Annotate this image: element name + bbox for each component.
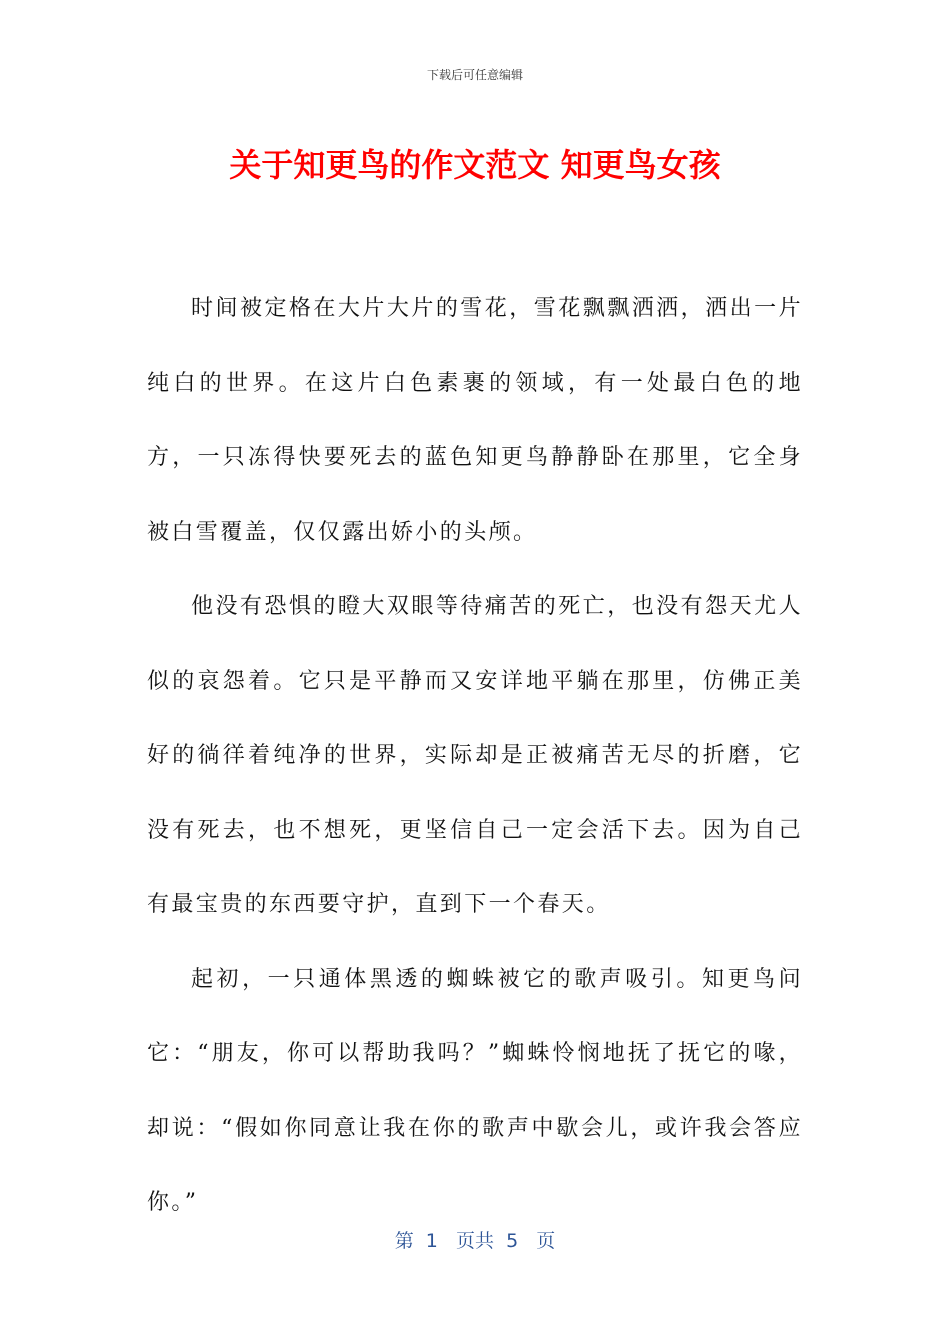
paragraph-1: 时间被定格在大片大片的雪花，雪花飘飘洒洒，洒出一片纯白的世界。在这片白色素裹的领域，有一处最白色的地方，一只冻得快要死去的蓝色知更鸟静静卧在那里，它全身被白雪覆盖，仅仅露出娇小的头颅。 — [147, 296, 803, 545]
paragraph-3: 起初，一只通体黑透的蜘蛛被它的歌声吸引。知更鸟问它：“朋友，你可以帮助我吗？”蜘蛛怜悯地抚了抚它的喙，却说：“假如你同意让我在你的歌声中歇会儿，或许我会答应你。” — [147, 966, 803, 1215]
paragraph-2: 他没有恐惧的瞪大双眼等待痛苦的死亡，也没有怨天尤人似的哀怨着。它只是平静而又安详地平躺在那里，仿佛正美好的徜徉着纯净的世界，实际却是正被痛苦无尽的折磨，它没有死去，也不想死，更坚信自己一定会活下去。因为自己有最宝贵的东西要守护，直到下一个春天。 — [147, 594, 803, 917]
document-body — [147, 272, 803, 1241]
document-title: 关于知更鸟的作文范文 知更鸟女孩 — [229, 146, 721, 184]
page-number-footer: 第 1 页共 5 页 — [394, 1230, 556, 1252]
header-note: 下载后可任意编辑 — [426, 68, 523, 82]
